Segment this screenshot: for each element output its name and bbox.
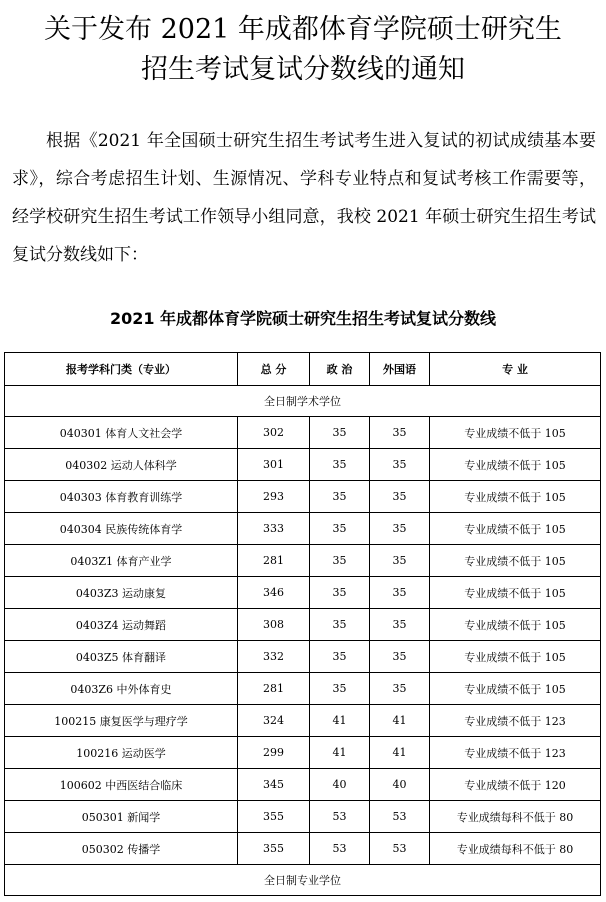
subject-cell: 100602 中西医结合临床 [5, 769, 238, 801]
total-score-cell: 302 [238, 417, 310, 449]
total-score-cell: 301 [238, 449, 310, 481]
total-score-cell: 299 [238, 737, 310, 769]
notice-paragraph: 根据《2021 年全国硕士研究生招生考试考生进入复试的初试成绩基本要求》，综合考虑招生计划、生源情况、学科专业特点和复试考核工作需要等，经学校研究生招生考试工作领导小组同意，我校 2021 年硕士研究生招生考试复试分数线如下： [12, 131, 596, 265]
foreign-language-score-cell: 41 [370, 705, 430, 737]
total-score-cell: 281 [238, 673, 310, 705]
foreign-language-score-cell: 35 [370, 641, 430, 673]
section-row-academic [5, 386, 601, 417]
politics-score-cell: 35 [310, 545, 370, 577]
major-requirement-cell: 专业成绩不低于 105 [430, 513, 601, 545]
table-row [5, 609, 601, 641]
major-requirement-cell: 专业成绩每科不低于 80 [430, 801, 601, 833]
major-requirement-cell: 专业成绩不低于 105 [430, 481, 601, 513]
major-requirement-cell: 专业成绩不低于 123 [430, 705, 601, 737]
table-row [5, 545, 601, 577]
total-score-cell: 293 [238, 481, 310, 513]
table-header-row [5, 353, 601, 386]
total-score-cell: 324 [238, 705, 310, 737]
politics-score-cell: 35 [310, 513, 370, 545]
total-score-cell: 346 [238, 577, 310, 609]
notice-title-line2: 招生考试复试分数线的通知 [141, 54, 465, 85]
notice-title-line1: 关于发布 2021 年成都体育学院硕士研究生 [44, 14, 562, 45]
subject-cell: 050301 新闻学 [5, 801, 238, 833]
major-requirement-cell: 专业成绩不低于 105 [430, 673, 601, 705]
total-score-cell: 333 [238, 513, 310, 545]
subject-cell: 040303 体育教育训练学 [5, 481, 238, 513]
foreign-language-score-cell: 53 [370, 833, 430, 865]
table-row [5, 449, 601, 481]
table-row [5, 481, 601, 513]
subject-cell: 100216 运动医学 [5, 737, 238, 769]
politics-score-cell: 41 [310, 737, 370, 769]
foreign-language-score-cell: 35 [370, 577, 430, 609]
score-table [4, 352, 601, 896]
foreign-language-score-cell: 53 [370, 801, 430, 833]
section-row-professional [5, 865, 601, 896]
foreign-language-score-cell: 35 [370, 609, 430, 641]
major-requirement-cell: 专业成绩每科不低于 80 [430, 833, 601, 865]
politics-score-cell: 53 [310, 833, 370, 865]
politics-score-cell: 35 [310, 449, 370, 481]
subject-cell: 050302 传播学 [5, 833, 238, 865]
politics-score-cell: 53 [310, 801, 370, 833]
header-politics: 政 治 [310, 353, 370, 386]
subject-cell: 0403Z3 运动康复 [5, 577, 238, 609]
subject-cell: 040301 体育人文社会学 [5, 417, 238, 449]
politics-score-cell: 35 [310, 577, 370, 609]
major-requirement-cell: 专业成绩不低于 105 [430, 609, 601, 641]
header-foreign-language: 外国语 [370, 353, 430, 386]
total-score-cell: 308 [238, 609, 310, 641]
foreign-language-score-cell: 40 [370, 769, 430, 801]
politics-score-cell: 35 [310, 609, 370, 641]
table-row [5, 641, 601, 673]
table-row [5, 417, 601, 449]
table-row [5, 833, 601, 865]
table-row [5, 673, 601, 705]
politics-score-cell: 35 [310, 641, 370, 673]
foreign-language-score-cell: 35 [370, 449, 430, 481]
total-score-cell: 281 [238, 545, 310, 577]
foreign-language-score-cell: 35 [370, 481, 430, 513]
table-title: 2021 年成都体育学院硕士研究生招生考试复试分数线 [109, 309, 497, 328]
politics-score-cell: 40 [310, 769, 370, 801]
politics-score-cell: 35 [310, 673, 370, 705]
total-score-cell: 332 [238, 641, 310, 673]
politics-score-cell: 35 [310, 481, 370, 513]
foreign-language-score-cell: 35 [370, 417, 430, 449]
major-requirement-cell: 专业成绩不低于 105 [430, 641, 601, 673]
total-score-cell: 355 [238, 801, 310, 833]
subject-cell: 0403Z5 体育翻译 [5, 641, 238, 673]
header-major: 专 业 [430, 353, 601, 386]
table-row [5, 513, 601, 545]
major-requirement-cell: 专业成绩不低于 120 [430, 769, 601, 801]
major-requirement-cell: 专业成绩不低于 105 [430, 545, 601, 577]
foreign-language-score-cell: 35 [370, 673, 430, 705]
subject-cell: 0403Z6 中外体育史 [5, 673, 238, 705]
table-row [5, 737, 601, 769]
major-requirement-cell: 专业成绩不低于 105 [430, 449, 601, 481]
header-subject: 报考学科门类（专业） [5, 353, 238, 386]
table-row [5, 801, 601, 833]
subject-cell: 0403Z4 运动舞蹈 [5, 609, 238, 641]
header-total: 总 分 [238, 353, 310, 386]
table-row [5, 769, 601, 801]
major-requirement-cell: 专业成绩不低于 105 [430, 577, 601, 609]
subject-cell: 040302 运动人体科学 [5, 449, 238, 481]
table-row [5, 705, 601, 737]
total-score-cell: 345 [238, 769, 310, 801]
subject-cell: 0403Z1 体育产业学 [5, 545, 238, 577]
total-score-cell: 355 [238, 833, 310, 865]
subject-cell: 100215 康复医学与理疗学 [5, 705, 238, 737]
major-requirement-cell: 专业成绩不低于 123 [430, 737, 601, 769]
foreign-language-score-cell: 35 [370, 545, 430, 577]
politics-score-cell: 41 [310, 705, 370, 737]
section-professional-label: 全日制专业学位 [5, 865, 601, 896]
section-academic-label: 全日制学术学位 [5, 386, 601, 417]
politics-score-cell: 35 [310, 417, 370, 449]
table-row [5, 577, 601, 609]
subject-cell: 040304 民族传统体育学 [5, 513, 238, 545]
major-requirement-cell: 专业成绩不低于 105 [430, 417, 601, 449]
foreign-language-score-cell: 41 [370, 737, 430, 769]
foreign-language-score-cell: 35 [370, 513, 430, 545]
